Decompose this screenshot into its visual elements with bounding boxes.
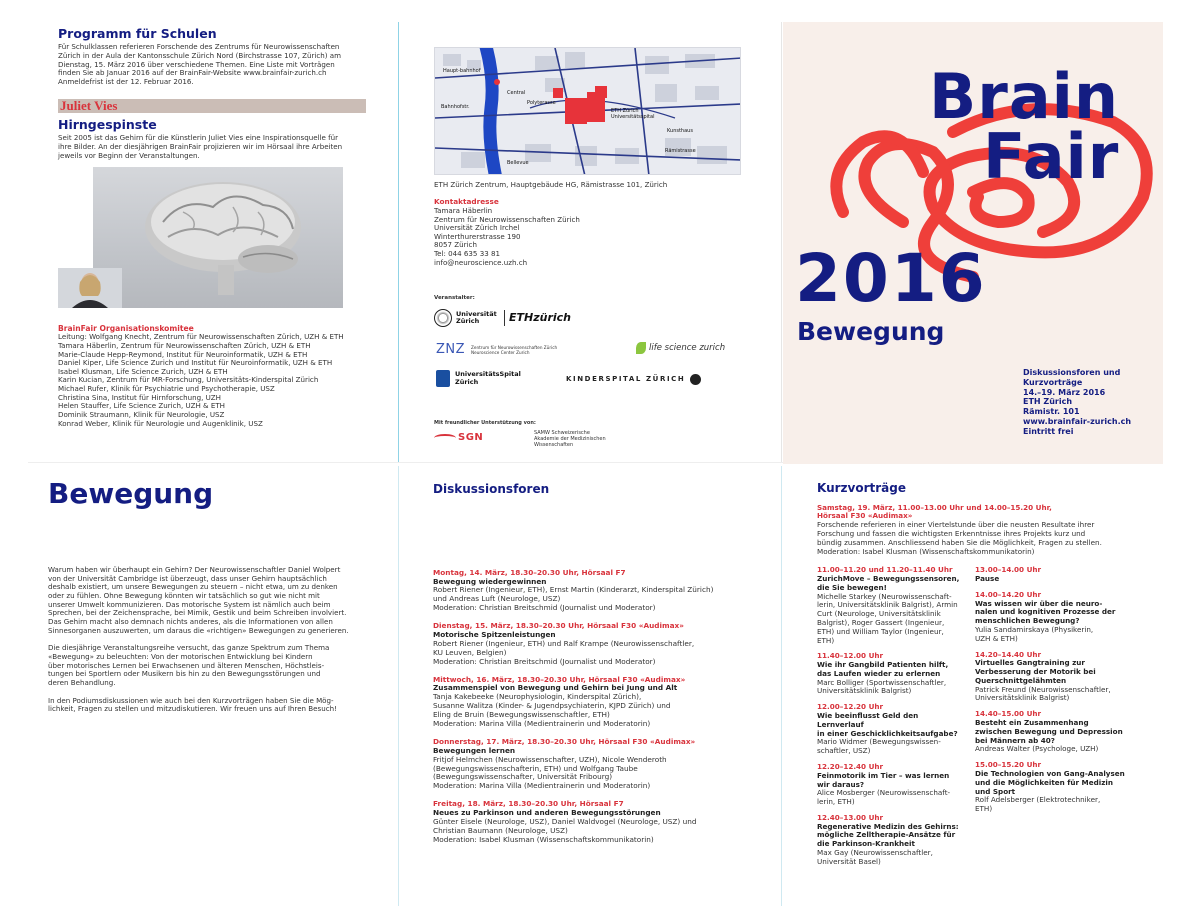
program-line-2: Dienstag, 15. März 2016 über verschiedene Themen. Eine Liste mit Vorträgen: [58, 59, 335, 69]
talk-time: 12.20–12.40 Uhr: [817, 761, 884, 771]
committee-member-4: Isabel Klusman, Life Science Zurich, UZH & ETH: [58, 366, 228, 376]
talk-title: Feinmotorik im Tier – was lernen wir daraus?: [817, 770, 950, 789]
lsz-name: life science zurich: [649, 342, 726, 353]
talk-time: 14.20–14.40 Uhr: [975, 649, 1042, 659]
artist-portrait: [58, 268, 122, 308]
cover-info-line-0: Diskussionsforen und: [1023, 368, 1121, 377]
cover-info-line-6: Eintritt frei: [1023, 426, 1074, 436]
forum-event-date: Donnerstag, 17. März, 18.30–20.30 Uhr, Hörsaal F30 «Audimax»: [433, 736, 696, 746]
contact-title: Kontaktadresse: [434, 197, 499, 206]
committee-member-5: Karin Kucian, Zentrum für MR-Forschung, Universitäts-Kinderspital Zürich: [58, 375, 319, 385]
talk-speaker: Michelle Starkey (Neurowissenschaft- lerin, Universitätsklinik Balgrist), Armin Curt (Neurologe, Universitätsklinik Balgrist), Roger Gassert (Ingenieur, ETH) und William Taylor (Ingenieur, ETH): [817, 591, 958, 645]
forum-event-title: Bewegungen lernen: [433, 745, 516, 755]
contact-line-1: Zentrum für Neurowissenschaften Zürich: [434, 214, 580, 224]
contact-line-3: Winterthurerstrasse 190: [434, 231, 521, 241]
talk-time: 11.40–12.00 Uhr: [817, 651, 884, 661]
logo-life-science-zurich: [636, 342, 725, 354]
talk-slot: [975, 591, 1135, 644]
hirn-line-0: Seit 2005 ist das Gehirn für die Künstlerin Juliet Vies eine Inspirationsquelle für: [58, 133, 339, 143]
kispi-name: KINDERSPITAL ZÜRICH: [566, 375, 686, 384]
committee-section: [58, 324, 388, 428]
talk-speaker: Mario Widmer (Bewegungswissen- schaftler, USZ): [817, 737, 941, 756]
organizers-label: Veranstalter:: [434, 295, 475, 301]
cover-info-line-2: 14.–19. März 2016: [1023, 387, 1106, 397]
talk-time: 14.40–15.00 Uhr: [975, 709, 1042, 719]
forum-event-date: Freitag, 18. März, 18.30–20.30 Uhr, Hörsaal F7: [433, 799, 624, 809]
talks-column-2: [975, 566, 1135, 873]
cover-year: 2016: [795, 240, 987, 317]
cover-panel: [783, 22, 1163, 464]
intro-p2-line-2: über motorisches Lernen bei Erwachsenen und älteren Menschen, Höchstleis-: [48, 660, 325, 670]
committee-member-2: Marie-Claude Hepp-Reymond, Institut für Neuroinformatik, UZH & ETH: [58, 349, 308, 359]
talk-title: Wie beeinflusst Geld den Lernverlauf in einer Geschicklichkeitsaufgabe?: [817, 711, 958, 738]
cover-info-line-1: Kurzvorträge: [1023, 377, 1083, 387]
intro-p1-line-1: von der Universität Cambridge ist überzeugt, dass unser Gehirn hauptsächlich: [48, 573, 327, 583]
talk-title: Besteht ein Zusammenhang zwischen Bewegung und Depression bei Männern ab 40?: [975, 718, 1123, 745]
contact-line-2: Universität Zürich Irchel: [434, 223, 520, 233]
committee-list: [58, 333, 388, 428]
logo-divider: [504, 310, 505, 326]
talk-slot: [817, 566, 961, 645]
panel-kurzvortraege: [817, 481, 1157, 874]
forum-event: [433, 800, 763, 844]
map-label-station: Haupt-bahnhof: [443, 68, 481, 74]
cover-title-fair: Fair: [983, 120, 1120, 193]
panel-intro: [48, 478, 378, 714]
talks-columns: [817, 566, 1157, 873]
logo-znz: [436, 342, 557, 358]
hirngespinste-section: [58, 117, 378, 160]
eth-name: ETHzürich: [509, 311, 572, 325]
program-line-4: Anmeldefrist ist der 12. Februar 2016.: [58, 76, 194, 86]
hirn-line-1: ihre Bilder. An der diesjährigen BrainFair projizieren wir im Hörsaal ihre Arbeiten: [58, 141, 343, 151]
map-label-bahnhofstr: Bahnhofstr.: [441, 104, 470, 110]
artist-name: Juliet Vies: [60, 98, 118, 113]
hirn-title: Hirngespinste: [58, 117, 157, 132]
contact-line-0: Tamara Häberlin: [434, 205, 493, 215]
talk-title: Wie ihr Gangbild Patienten hilft, das Laufen wieder zu erlernen: [817, 660, 949, 678]
talk-slot: [817, 703, 961, 756]
talk-title: Pause: [975, 574, 1000, 584]
intro-p3-line-0: In den Podiumsdiskussionen wie auch bei den Kurzvorträgen haben Sie die Mög-: [48, 695, 334, 705]
talk-title: Die Technologien von Gang-Analysen und die Möglichkeiten für Medizin und Sport: [975, 768, 1125, 796]
committee-member-10: Konrad Weber, Klinik für Neurologie und Augenklinik, USZ: [58, 418, 263, 428]
location-map: [434, 47, 741, 175]
forum-event: [433, 622, 763, 666]
logo-usz: [436, 370, 525, 387]
committee-member-9: Dominik Straumann, Klinik für Neurologie, USZ: [58, 410, 225, 420]
contact-lines: [434, 207, 734, 267]
forum-event-date: Mittwoch, 16. März, 18.30–20.30 Uhr, Hörsaal F30 «Audimax»: [433, 674, 686, 684]
cover-info-line-4: Rämistr. 101: [1023, 407, 1080, 416]
talks-column-1: [817, 566, 961, 873]
committee-title: BrainFair Organisationskomitee: [58, 324, 194, 333]
usz-name: UniversitätsSpital Zürich: [455, 370, 521, 386]
committee-member-8: Helen Stauffer, Life Science Zurich, UZH & ETH: [58, 401, 225, 411]
forum-event-list: [433, 569, 763, 845]
forum-event-speakers: Robert Riener (Ingenieur, ETH) und Ralf Krampe (Neurowissenschaftler, KU Leuven, Belgien) Moderation: Christian Breitschmid (Journalist und Moderator): [433, 638, 695, 666]
committee-member-7: Christina Sina, Institut für Hirnforschung, UZH: [58, 392, 221, 402]
committee-member-1: Tamara Häberlin, Zentrum für Neurowissenschaften Zürich, UZH & ETH: [58, 340, 311, 350]
intro-p2-line-3: tungen bei Sportlern oder Musikern bis hin zu den Bewegungsstörungen und: [48, 669, 321, 679]
forum-event-date: Dienstag, 15. März, 18.30–20.30 Uhr, Hörsaal F30 «Audimax»: [433, 621, 684, 631]
intro-p2-line-0: Die diesjährige Veranstaltungsreihe versucht, das ganze Spektrum zum Thema: [48, 643, 330, 653]
program-text: [58, 43, 378, 86]
contact-line-5: Tel: 044 635 33 81: [434, 249, 501, 259]
map-label-kunsthaus: Kunsthaus: [667, 128, 693, 134]
program-line-0: Für Schulklassen referieren Forschende des Zentrums für Neurowissenschaften: [58, 42, 340, 52]
intro-paragraph-2: [48, 644, 378, 687]
talk-title: Virtuelles Gangtraining zur Verbesserung der Motorik bei Querschnittgelähmten: [975, 658, 1096, 685]
fold-line-left: [398, 22, 399, 462]
logo-kinderspital: [566, 374, 701, 385]
forum-event: [433, 569, 763, 613]
talk-time: 13.00–14.00 Uhr: [975, 565, 1042, 575]
lsz-leaf-icon: [636, 342, 646, 354]
intro-p1-line-0: Warum haben wir überhaupt ein Gehirn? Der Neurowissenschaftler Daniel Wolpert: [48, 565, 341, 575]
intro-p1-line-5: Sprechen, bei der Zeichensprache, bei Mimik, Gestik und beim Schreiben involviert.: [48, 608, 347, 618]
intro-p3-line-1: lichkeit, Fragen zu stellen und mitzudiskutieren. Wir freuen uns auf Ihren Besuch!: [48, 704, 337, 714]
contact-line-4: 8057 Zürich: [434, 240, 477, 250]
cover-title-brain: Brain: [929, 60, 1120, 133]
talk-time: 14.00–14.20 Uhr: [975, 589, 1042, 599]
venue-address: ETH Zürich Zentrum, Hauptgebäude HG, Rämistrasse 101, Zürich: [434, 180, 668, 189]
committee-member-3: Daniel Kiper, Life Science Zurich und Institut für Neuroinformatik, UZH & ETH: [58, 358, 333, 368]
forum-event-title: Bewegung wiedergewinnen: [433, 576, 547, 586]
map-label-eth: ETH Zürich Universitätsspital: [611, 108, 655, 121]
talk-time: 11.00–11.20 und 11.20–11.40 Uhr: [817, 565, 953, 575]
intro-p2-line-1: «Bewegung» zu beleuchten: Von der motorischen Entwicklung bei Kindern: [48, 651, 313, 661]
talk-slot: [975, 566, 1135, 584]
contact-line-6: info@neuroscience.uzh.ch: [434, 257, 528, 267]
intro-title: Bewegung: [48, 477, 214, 510]
intro-p1-line-4: unserer Umwelt kommunizieren. Das motorische System ist nämlich auch beim: [48, 599, 331, 609]
kispi-icon: [690, 374, 701, 385]
forum-event-speakers: Robert Riener (Ingenieur, ETH), Ernst Martin (Kinderarzt, Kinderspital Zürich) und Andreas Luft (Neurologe, USZ) Moderation: Christian Breitschmid (Journalist und Moderator): [433, 585, 714, 613]
program-line-1: Zürich in der Aula der Kantonsschule Zürich Nord (Birchstrasse 107, Zürich) am: [58, 50, 342, 60]
forum-event-speakers: Tanja Kakebeeke (Neurophysiologin, Kinderspital Zürich), Susanne Walitza (Kinder- & Jugendpsychiaterin, KJPD Zürich) und Eling de Bruin (Bewegungswissenschaftler, ETH) Moderation: Marina Villa (Medientrainerin und Moderatorin): [433, 692, 671, 728]
talk-speaker: Patrick Freund (Neurowissenschaftler, Universitätsklinik Balgrist): [975, 684, 1111, 703]
intro-p1-line-3: oder zu fühlen. Ohne Bewegung könnten wir tatsächlich so gut wie nicht mit: [48, 591, 320, 601]
talks-intro: Forschende referieren in einer Viertelstunde über die neusten Resultate ihrer Forschung und fassen die wichtigsten Erkenntnisse ihres Projekts kurz und bündig zusammen. Anschliessend haben Sie die Möglichkeit, Fragen zu stellen. Moderation: Isabel Klusman (Wissenschaftskommunikatorin): [817, 520, 1102, 556]
talk-slot: [975, 710, 1135, 754]
znz-mark: ZNZ: [436, 342, 466, 357]
forum-event-speakers: Günter Eisele (Neurologe, USZ), Daniel Waldvogel (Neurologe, USZ) und Christian Baumann (Neurologe, USZ) Moderation: Isabel Klusman (Wissenschaftskommunikatorin): [433, 817, 697, 844]
talks-title: Kurzvorträge: [817, 481, 906, 495]
brain-icon: [93, 167, 343, 308]
intro-p1-line-6: Das Gehirn macht also demnach nichts anderes, als die Informationen von allen: [48, 617, 333, 627]
intro-paragraph-1: [48, 566, 378, 635]
intro-p2-line-4: deren Behandlung.: [48, 677, 116, 687]
hirn-line-2: jeweils vor Beginn der Veranstaltungen.: [58, 150, 200, 160]
map-label-bellevue: Bellevue: [507, 160, 529, 166]
forums-title: Diskussionsforen: [433, 482, 550, 496]
intro-p1-line-7: Sinnesorganen auszuwerten, um daraus die «richtigen» Bewegungen zu generieren.: [48, 625, 349, 635]
fold-line-mid-bottom: [398, 466, 399, 906]
intro-paragraph-3: [48, 697, 378, 714]
talk-slot: [975, 651, 1135, 704]
talk-time: 12.00–12.20 Uhr: [817, 702, 884, 712]
artist-bar: [58, 99, 366, 113]
talk-speaker: Yulia Sandamirskaya (Physikerin, UZH & ETH): [975, 625, 1094, 643]
forum-event-speakers: Fritjof Helmchen (Neurowissenschafter, UZH), Nicole Wenderoth (Bewegungswissenschafterin, ETH) und Wolfgang Taube (Bewegungswissenschafter, Universität Fribourg) Moderation: Marina Villa (Medientrainerin und Moderatorin): [433, 754, 667, 791]
cover-theme: Bewegung: [797, 317, 945, 346]
map-label-central: Central: [507, 90, 526, 96]
talk-speaker: Andreas Walter (Psychologe, UZH): [975, 744, 1099, 754]
znz-sub: Zentrum für Neurowissenschaften Zürich Neuroscience Center Zurich: [471, 344, 558, 355]
talk-time: 12.40–13.00 Uhr: [817, 812, 884, 822]
fold-line-right-bottom: [781, 466, 782, 906]
brain-artwork-image: [93, 167, 343, 308]
samw-name: SAMW Schweizerische Akademie der Medizinischen Wissenschaften: [534, 430, 606, 448]
talk-time: 15.00–15.20 Uhr: [975, 760, 1042, 770]
talks-date-line-2: Hörsaal F30 «Audimax»: [817, 511, 913, 521]
fold-line-right: [781, 22, 782, 462]
forum-event-title: Zusammenspiel von Bewegung und Gehirn bei Jung und Alt: [433, 683, 678, 693]
talk-slot: [817, 763, 961, 807]
sgn-name: SGN: [458, 432, 484, 443]
talk-speaker: Max Gay (Neurowissenschaftler, Universität Basel): [817, 847, 933, 866]
forum-event-title: Motorische Spitzenleistungen: [433, 629, 556, 639]
talk-slot: [817, 814, 961, 867]
forum-event-title: Neues zu Parkinson und anderen Bewegungsstörungen: [433, 808, 661, 818]
forum-event-date: Montag, 14. März, 18.30–20.30 Uhr, Hörsaal F7: [433, 567, 626, 577]
logo-sgn: [434, 432, 483, 444]
panel-diskussionsforen: [433, 482, 763, 854]
hirn-text: [58, 134, 378, 160]
sgn-swirl-icon: [434, 434, 456, 442]
program-title: Programm für Schulen: [58, 26, 217, 41]
talk-speaker: Alice Mosberger (Neurowissenschaft- lerin, ETH): [817, 788, 951, 807]
logo-samw: [534, 431, 606, 448]
program-line-3: finden Sie ab Januar 2016 auf der BrainFair-Website www.brainfair-zurich.ch: [58, 68, 327, 78]
talk-speaker: Marc Bolliger (Sportwissenschaftler, Universitätsklinik Balgrist): [817, 677, 947, 696]
support-label: Mit freundlicher Unterstützung von:: [434, 420, 536, 426]
forum-event: [433, 738, 763, 791]
uzh-name: Universität Zürich: [456, 309, 497, 325]
talks-date-line-1: Samstag, 19. März, 11.00–13.00 Uhr und 14.00–15.20 Uhr,: [817, 502, 1052, 512]
forum-event: [433, 676, 763, 729]
logo-uzh: [434, 309, 571, 327]
talk-title: Was wissen wir über die neuro- nalen und kognitiven Prozesse der menschlichen Bewegung?: [975, 598, 1116, 626]
cover-info-line-5: www.brainfair-zurich.ch: [1023, 416, 1132, 426]
talk-title: ZurichMove – Bewegungssensoren, die Sie bewegen!: [817, 574, 960, 592]
cover-info-line-3: ETH Zürich: [1023, 397, 1073, 407]
committee-member-0: Leitung: Wolfgang Knecht, Zentrum für Neurowissenschaften Zürich, UZH & ETH: [58, 332, 344, 342]
talk-slot: [975, 761, 1135, 814]
panel-schools: [58, 26, 378, 86]
map-label-polyterasse: Polyterasse: [527, 100, 556, 106]
talk-slot: [817, 652, 961, 696]
cover-event-info: [1023, 368, 1131, 436]
intro-p1-line-2: deshalb existiert, um unsere Bewegungen zu steuern – nicht etwa, um zu denken: [48, 582, 338, 592]
map-label-raemistrasse: Rämistrasse: [665, 148, 696, 154]
talk-speaker: Rolf Adelsberger (Elektrotechniker, ETH): [975, 795, 1101, 814]
talk-title: Regenerative Medizin des Gehirns: mögliche Zelltherapie-Ansätze für die Parkinson-Krankheit: [817, 821, 959, 849]
uzh-seal-icon: [434, 309, 452, 327]
contact-section: [434, 198, 734, 267]
committee-member-6: Michael Rufer, Klinik für Psychiatrie und Psychotherapie, USZ: [58, 384, 275, 394]
usz-shield-icon: [436, 370, 450, 387]
